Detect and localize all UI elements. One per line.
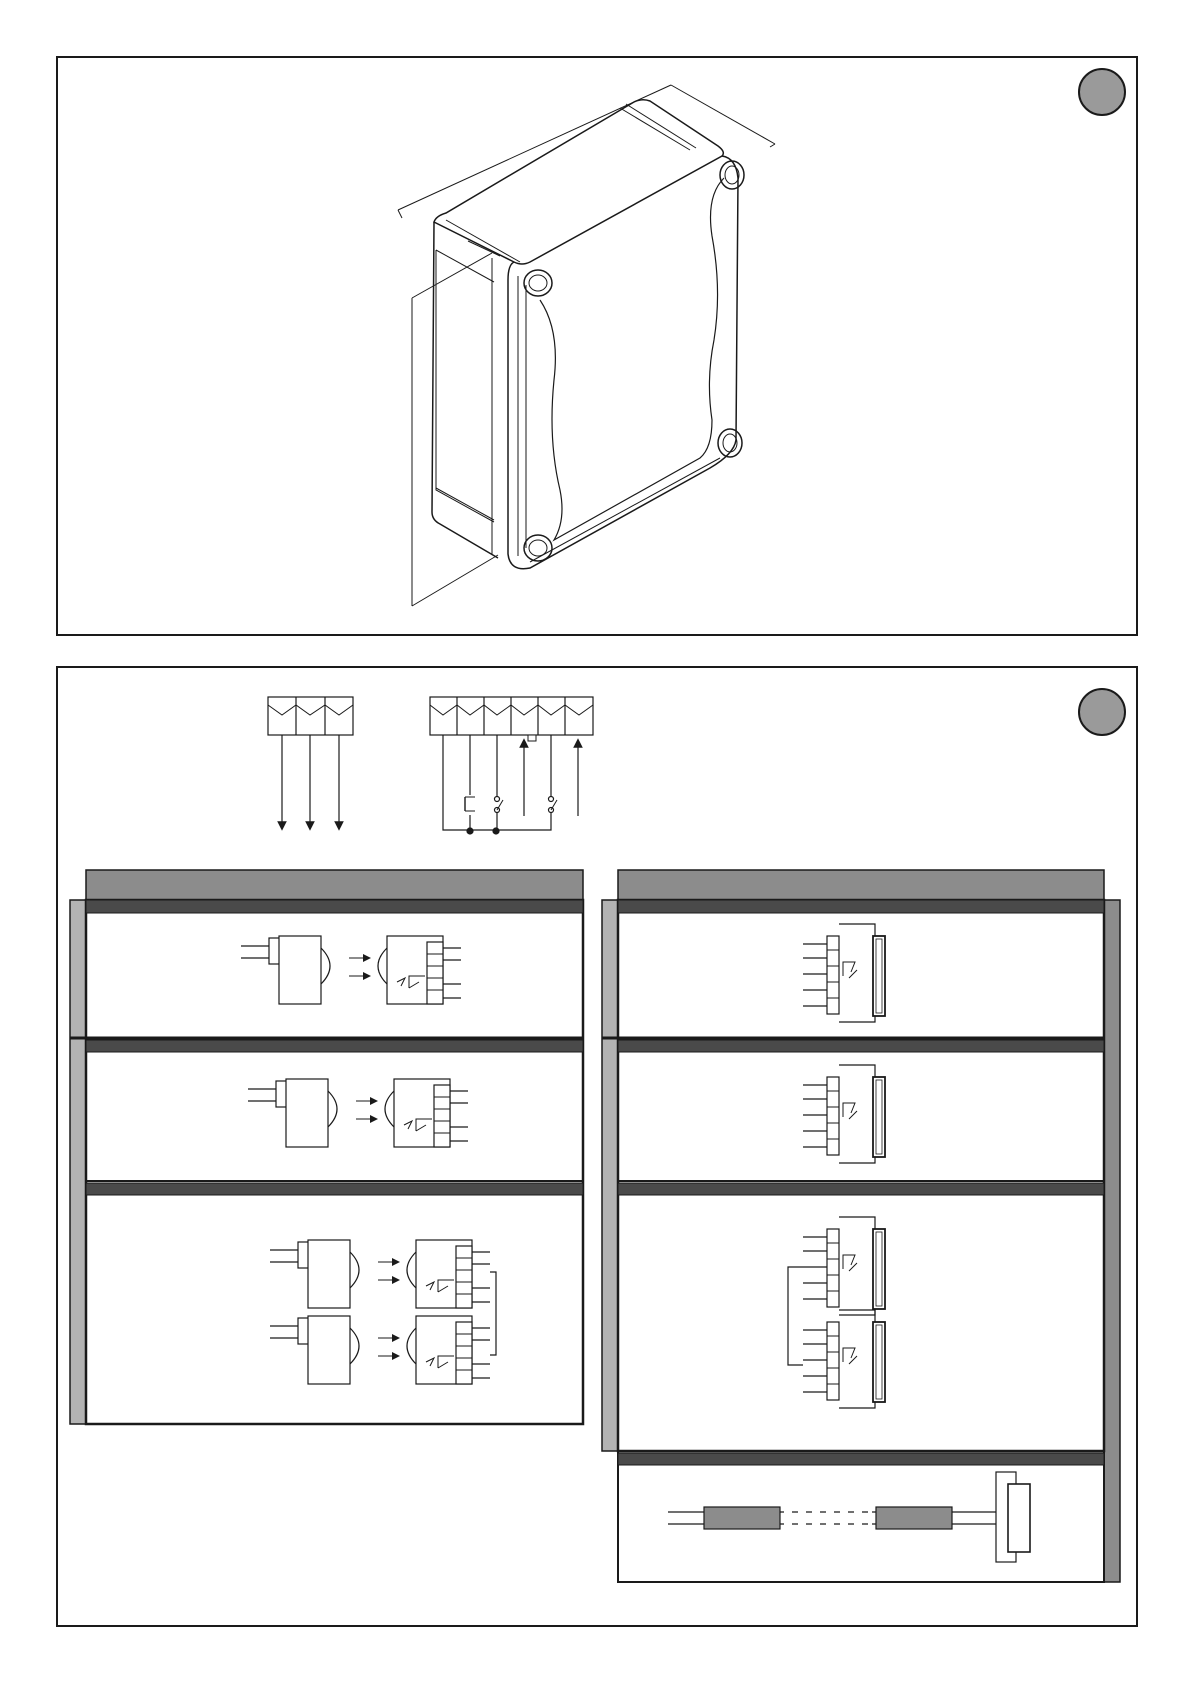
safety-edge-diagram-1 xyxy=(803,924,885,1022)
left-column-side-bar xyxy=(70,900,86,1424)
photocell-diagram-1 xyxy=(241,936,461,1004)
right-column-header xyxy=(618,870,1104,900)
power-terminal-block xyxy=(268,697,353,826)
cable-extension-diagram xyxy=(668,1472,1030,1562)
enclosure-isometric xyxy=(398,85,775,606)
right-column-sections xyxy=(618,900,1104,1582)
command-terminal-block xyxy=(430,697,593,834)
photocell-diagram-2 xyxy=(248,1079,468,1147)
photocell-diagram-3a xyxy=(270,1240,490,1308)
safety-edge-diagram-2 xyxy=(803,1065,885,1163)
safety-edge-diagram-3a xyxy=(803,1217,885,1315)
right-column-side-bars xyxy=(602,900,1120,1582)
left-column-header xyxy=(86,870,583,900)
